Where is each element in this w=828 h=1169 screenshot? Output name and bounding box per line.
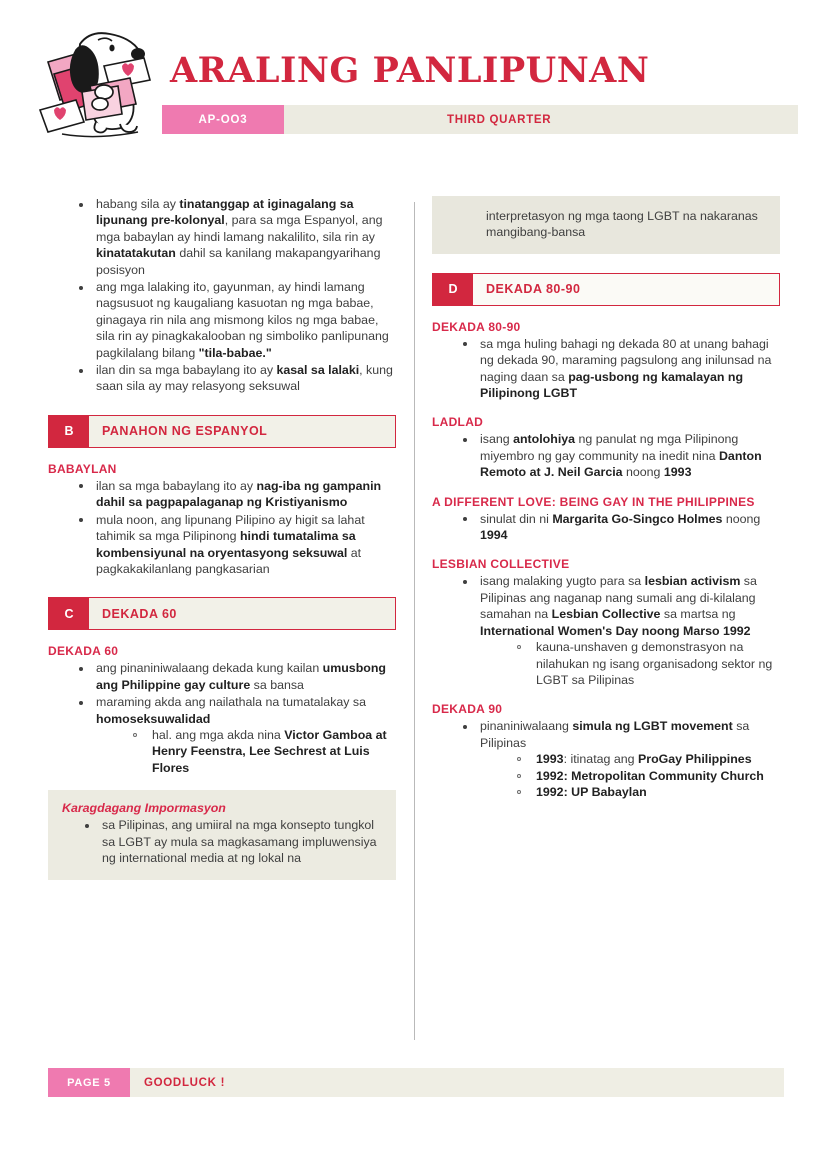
sub-list-item-text: 1992: UP Babaylan [536, 784, 647, 799]
column-divider [414, 202, 415, 1040]
sub-list-item [516, 639, 780, 688]
subject-code-badge: AP-OO3 [162, 105, 284, 134]
block-spacer [432, 544, 780, 557]
right-content-blocks [432, 320, 780, 801]
subheading: DEKADA 90 [432, 702, 503, 717]
continued-text: interpretasyon ng mga taong LGBT na nakaranas mangibang-bansa [486, 209, 758, 240]
list-item [78, 478, 396, 511]
bullet-list [432, 718, 780, 800]
list-item-text: ang pinaniniwalaang dekada kung kailan umusbong ang Philippine gay culture sa bansa [96, 661, 386, 692]
snoopy-valentine-letters-illustration [34, 22, 160, 140]
subheading: LESBIAN COLLECTIVE [432, 557, 570, 572]
sub-list-item-text: 1992: Metropolitan Community Church [536, 768, 764, 783]
list-item-text: sinulat din ni Margarita Go-Singco Holmes noong 1994 [480, 511, 761, 543]
footer-note: GOODLUCK ! [144, 1076, 226, 1089]
page-footer [48, 1068, 784, 1097]
additional-info-title: Karagdagang Impormasyon [62, 801, 226, 816]
list-item-text: pinaniniwalaang simula ng LGBT movement sa Pilipinas [480, 719, 750, 750]
bullet-list-section-c [48, 660, 396, 776]
sub-list-item-text: hal. ang mga akda nina Victor Gamboa at Henry Feenstra, Lee Sechrest at Luis Flores [152, 727, 387, 775]
section-header-c [48, 597, 396, 630]
section-title-b: PANAHON NG ESPANYOL [102, 424, 268, 439]
list-item [462, 718, 780, 800]
subheading-babaylan: BABAYLAN [48, 461, 117, 476]
list-item [78, 362, 396, 395]
list-item-text: sa Pilipinas, ang umiiral na mga konsepto tungkol sa LGBT ay mula sa magkasamang impluwensiya ng international media at ng lokal na [102, 818, 377, 865]
continued-text-box [432, 196, 780, 254]
list-item-text: habang sila ay tinatanggap at iginagalang sa lipunang pre-kolonyal, para sa mga Espanyol, ang mga babaylan ay hindi lamang nakalilito, sila rin ay kinatatakutan dahil sa kanilang makapangyarihang posisyon [96, 197, 383, 277]
list-item [84, 817, 382, 866]
section-letter-c: C [49, 598, 89, 629]
subheading: LADLAD [432, 415, 484, 430]
page-title: ARALING PANLIPUNAN [170, 50, 650, 91]
sub-bullet-list [480, 639, 780, 688]
list-item [462, 431, 780, 480]
list-item [78, 279, 396, 361]
list-item-text: mula noon, ang lipunang Pilipino ay higit sa lahat tahimik sa mga Pilipinong hindi tumatalima sa kombensiyunal na oryentasyong seksuwal at pagkakakilanlang pangkasarian [96, 512, 365, 576]
section-letter-d: D [433, 274, 473, 305]
section-title-c: DEKADA 60 [102, 606, 177, 621]
list-item-text: isang malaking yugto para sa lesbian activism sa Pilipinas ang naganap nang sumali ang di-kilalang samahan na Lesbian Collective sa martsa ng International Women's Day noong Marso 1992 [480, 574, 757, 638]
sub-bullet-list [480, 751, 780, 800]
subheading-dekada-60: DEKADA 60 [48, 644, 119, 659]
section-letter-b: B [49, 416, 89, 447]
right-column [432, 196, 780, 801]
sub-bullet-list [96, 727, 396, 776]
list-item-text: ilan sa mga babaylang ito ay nag-iba ng gampanin dahil sa pagpapalaganap ng Kristiyanismo [96, 478, 382, 510]
list-item-text: ilan din sa mga babaylang ito ay kasal sa lalaki, kung saan sila ay may relasyong seksuwal [96, 363, 393, 394]
continued-bullet-list [48, 196, 396, 395]
bullet-list [432, 431, 780, 480]
list-item-text: isang antolohiya ng panulat ng mga Pilipinong miyembro ng gay community na inedit nina Danton Remoto at J. Neil Garcia noong 1993 [480, 432, 762, 480]
list-item [462, 511, 780, 544]
list-item-text: ang mga lalaking ito, gayunman, ay hindi lamang nagsusuot ng kaugaliang kasuotan ng mga babae, ginagaya rin nila ang mismong kilos ng mga babae, sila rin ay pinagkakalooban ng simboliko panlipunang pagkilalang bilang "tila-babae." [96, 280, 389, 360]
bullet-list-additional-info [54, 817, 382, 866]
sub-list-item [516, 751, 780, 767]
header-meta-bar [162, 105, 798, 134]
sub-list-item-text: 1993: itinatag ang ProGay Philippines [536, 752, 752, 767]
list-item-text: sa mga huling bahagi ng dekada 80 at unang bahagi ng dekada 90, maraming pagsulong ang inilunsad na naging daan sa pag-usbong ng kamalayan ng Pilipinong LGBT [480, 336, 772, 401]
bullet-list [432, 336, 780, 402]
list-item-text: maraming akda ang nailathala na tumatalakay sa homoseksuwalidad [96, 695, 367, 726]
quarter-label: THIRD QUARTER [447, 113, 552, 126]
block-spacer [432, 689, 780, 702]
bullet-list [432, 511, 780, 544]
list-item [462, 573, 780, 688]
page-header [0, 0, 828, 160]
subheading: DEKADA 80-90 [432, 319, 521, 334]
list-item [78, 196, 396, 278]
sub-list-item [516, 784, 780, 800]
bullet-list-section-b [48, 478, 396, 577]
subheading: A DIFFERENT LOVE: BEING GAY IN THE PHILIPPINES [432, 494, 755, 509]
additional-info-box [48, 790, 396, 880]
sub-list-item [132, 727, 396, 776]
list-item [462, 336, 780, 402]
list-item [78, 512, 396, 578]
content-columns [0, 196, 828, 1046]
block-spacer [432, 402, 780, 415]
left-column [48, 196, 396, 880]
block-spacer [432, 482, 780, 495]
bullet-list [432, 573, 780, 688]
sub-list-item [516, 768, 780, 784]
list-item [78, 660, 396, 693]
list-item [78, 694, 396, 776]
sub-list-item-text: kauna-unshaven g demonstrasyon na nilahukan ng isang organisadong sektor ng LGBT sa Pilipinas [536, 640, 773, 687]
page-number-badge: PAGE 5 [48, 1068, 130, 1097]
section-header-d [432, 273, 780, 306]
section-title-d: DEKADA 80-90 [486, 282, 581, 297]
section-header-b [48, 415, 396, 448]
